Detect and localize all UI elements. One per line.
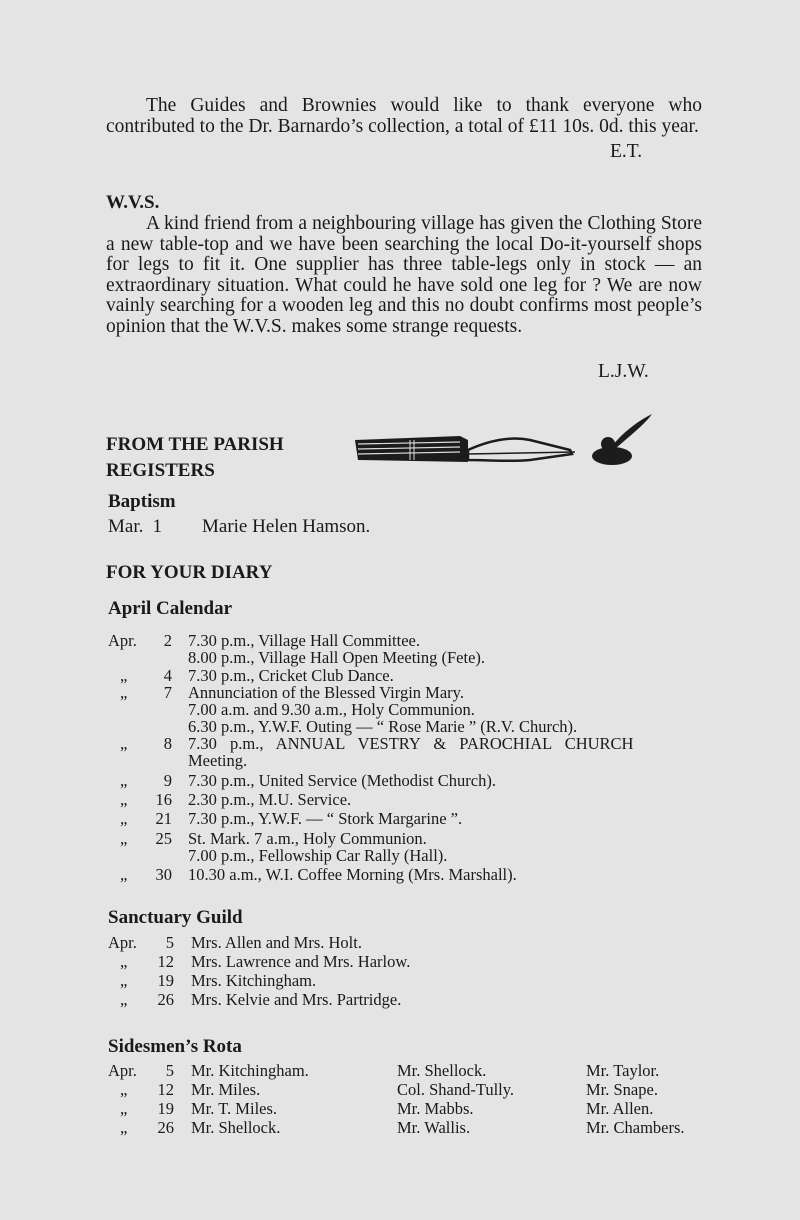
sanctuary-guild-heading: Sanctuary Guild bbox=[108, 907, 243, 928]
wvs-heading: W.V.S. bbox=[106, 192, 160, 213]
april-calendar-heading: April Calendar bbox=[108, 598, 233, 619]
wvs-note bbox=[106, 214, 702, 337]
event-day: 9 bbox=[163, 771, 172, 790]
guild-month: Apr. bbox=[108, 933, 137, 952]
guides-signature: E.T. bbox=[610, 141, 643, 162]
rota-col3: Mr. Snape. bbox=[586, 1080, 658, 1099]
event-text: 7.00 a.m. and 9.30 a.m., Holy Communion. bbox=[188, 700, 475, 719]
rota-month: „ bbox=[120, 1080, 128, 1099]
guild-names: Mrs. Allen and Mrs. Holt. bbox=[191, 933, 362, 952]
rota-col3: Mr. Allen. bbox=[586, 1099, 654, 1118]
event-text: St. Mark. 7 a.m., Holy Communion. bbox=[188, 829, 427, 848]
rota-col1: Mr. T. Miles. bbox=[191, 1099, 278, 1118]
guild-names: Mrs. Lawrence and Mrs. Harlow. bbox=[191, 952, 411, 971]
guides-note-text: The Guides and Brownies would like to thank everyone who contributed to the Dr. Barnardo’s collection, a total of £11 10s. 0d. this year. bbox=[106, 95, 702, 137]
event-day: 8 bbox=[163, 734, 172, 753]
guild-day: 19 bbox=[157, 971, 174, 990]
guides-note bbox=[106, 96, 702, 137]
rota-col1: Mr. Shellock. bbox=[191, 1118, 281, 1137]
guild-names: Mrs. Kelvie and Mrs. Partridge. bbox=[191, 990, 402, 1009]
event-text: 7.30 p.m., ANNUAL VESTRY & PAROCHIAL CHURCH bbox=[188, 734, 634, 753]
rota-col2: Mr. Mabbs. bbox=[397, 1099, 474, 1118]
rota-col3: Mr. Taylor. bbox=[586, 1061, 660, 1080]
rota-col1: Mr. Miles. bbox=[191, 1080, 261, 1099]
event-text: 7.00 p.m., Fellowship Car Rally (Hall). bbox=[188, 846, 448, 865]
rota-col2: Mr. Shellock. bbox=[397, 1061, 487, 1080]
rota-month: „ bbox=[120, 1099, 128, 1118]
rota-day: 12 bbox=[157, 1080, 174, 1099]
guild-day: 26 bbox=[157, 990, 174, 1009]
baptism-day: 1 bbox=[152, 516, 162, 537]
event-day: 25 bbox=[155, 829, 172, 848]
event-text: Annunciation of the Blessed Virgin Mary. bbox=[188, 683, 464, 702]
rota-day: 26 bbox=[157, 1118, 174, 1137]
event-day: 30 bbox=[155, 865, 172, 884]
event-text: 7.30 p.m., Village Hall Committee. bbox=[188, 631, 420, 650]
sidesmen-rota-heading: Sidesmen’s Rota bbox=[108, 1036, 242, 1057]
event-month: „ bbox=[120, 734, 128, 753]
event-day: 4 bbox=[163, 666, 172, 685]
guild-month: „ bbox=[120, 952, 128, 971]
baptism-name: Marie Helen Hamson. bbox=[202, 516, 371, 537]
rota-col2: Col. Shand-Tully. bbox=[397, 1080, 515, 1099]
rota-col1: Mr. Kitchingham. bbox=[191, 1061, 309, 1080]
event-month: „ bbox=[120, 865, 128, 884]
rota-month: Apr. bbox=[108, 1061, 137, 1080]
event-text: 10.30 a.m., W.I. Coffee Morning (Mrs. Marshall). bbox=[188, 865, 517, 884]
guild-month: „ bbox=[120, 990, 128, 1009]
parish-registers-heading-line1: FROM THE PARISH bbox=[106, 434, 284, 455]
guild-names: Mrs. Kitchingham. bbox=[191, 971, 317, 990]
event-day: 21 bbox=[155, 809, 172, 828]
event-month: Apr. bbox=[108, 631, 137, 650]
guild-day: 12 bbox=[157, 952, 174, 971]
book-quill-inkwell-icon bbox=[350, 410, 655, 470]
event-text: Meeting. bbox=[188, 751, 248, 770]
event-text: 2.30 p.m., M.U. Service. bbox=[188, 790, 352, 809]
event-text: 8.00 p.m., Village Hall Open Meeting (Fete). bbox=[188, 648, 486, 667]
baptism-heading: Baptism bbox=[108, 491, 176, 512]
event-text: 7.30 p.m., Cricket Club Dance. bbox=[188, 666, 394, 685]
rota-day: 19 bbox=[157, 1099, 174, 1118]
wvs-text: A kind friend from a neighbouring village has given the Clothing Store a new table-top and we have been searching the local Do-it-yourself shops for legs to fit it. One supplier has three table-legs only in stock — an extraordinary situation. What could he have sold one leg for ? We are now vainly searching for a wooden leg and this no doubt confirms most people’s opinion that the W.V.S. makes some strange requests. bbox=[106, 213, 702, 337]
event-text: 6.30 p.m., Y.W.F. Outing — “ Rose Marie ” (R.V. Church). bbox=[188, 717, 578, 736]
event-month: „ bbox=[120, 809, 128, 828]
guild-month: „ bbox=[120, 971, 128, 990]
event-month: „ bbox=[120, 829, 128, 848]
event-month: „ bbox=[120, 790, 128, 809]
guild-day: 5 bbox=[165, 933, 174, 952]
event-text: 7.30 p.m., United Service (Methodist Church). bbox=[188, 771, 496, 790]
rota-col3: Mr. Chambers. bbox=[586, 1118, 685, 1137]
event-day: 16 bbox=[155, 790, 172, 809]
event-day: 2 bbox=[163, 631, 172, 650]
baptism-month: Mar. bbox=[108, 516, 144, 537]
rota-col2: Mr. Wallis. bbox=[397, 1118, 471, 1137]
rota-month: „ bbox=[120, 1118, 128, 1137]
diary-heading: FOR YOUR DIARY bbox=[106, 562, 273, 583]
event-month: „ bbox=[120, 683, 128, 702]
event-text: 7.30 p.m., Y.W.F. — “ Stork Margarine ”. bbox=[188, 809, 463, 828]
rota-day: 5 bbox=[165, 1061, 174, 1080]
event-month: „ bbox=[120, 771, 128, 790]
event-month: „ bbox=[120, 666, 128, 685]
event-day: 7 bbox=[163, 683, 172, 702]
wvs-signature: L.J.W. bbox=[598, 361, 649, 382]
parish-registers-heading-line2: REGISTERS bbox=[106, 460, 215, 481]
